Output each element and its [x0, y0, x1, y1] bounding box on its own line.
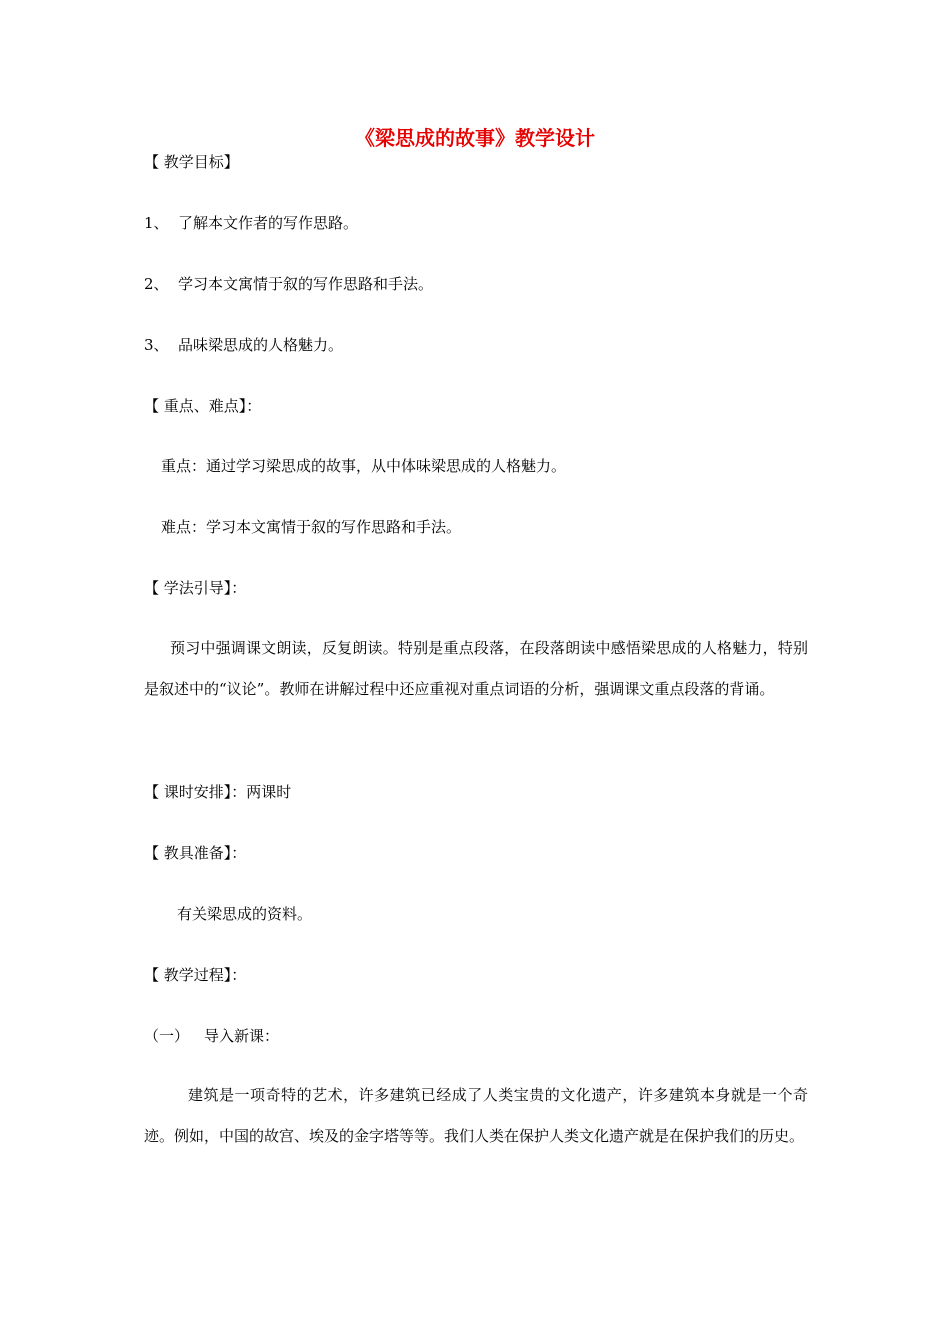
keypoints-heading: 【 重点、难点】：: [144, 397, 262, 415]
step-number: （一）: [144, 1027, 190, 1045]
goal-text: 学习本文寓情于叙的写作思路和手法。: [178, 275, 434, 293]
keypoint-difficulty: 难点：学习本文寓情于叙的写作思路和手法。: [161, 518, 462, 536]
goal-item-1: [144, 213, 358, 233]
step-1-heading: [144, 1026, 279, 1046]
goal-number: 3、: [144, 336, 169, 354]
goal-item-3: [144, 335, 343, 355]
method-heading: 【 学法引导】：: [144, 579, 247, 597]
keypoint-focus: 重点：通过学习梁思成的故事，从中体味梁思成的人格魅力。: [161, 457, 567, 475]
intro-paragraph: 建筑是一项奇特的艺术，许多建筑已经成了人类宝贵的文化遗产，许多建筑本身就是一个奇迹。例如，中国的故宫、埃及的金字塔等等。我们人类在保护人类文化遗产就是在保护我们的历史。: [144, 1086, 808, 1145]
goal-text: 了解本文作者的写作思路。: [178, 214, 359, 232]
schedule-heading: 【 课时安排】：两课时: [144, 783, 292, 801]
process-heading: 【 教学过程】：: [144, 966, 247, 984]
method-paragraph: 预习中强调课文朗读，反复朗读。特别是重点段落，在段落朗读中感悟梁思成的人格魅力，特别是叙述中的“议论”。教师在讲解过程中还应重视对重点词语的分析，强调课文重点段落的背诵。: [144, 639, 808, 698]
tools-heading: 【 教具准备】：: [144, 844, 247, 862]
step-label: 导入新课：: [204, 1027, 280, 1045]
tools-text: 有关梁思成的资料。: [177, 905, 313, 923]
goal-text: 品味梁思成的人格魅力。: [178, 336, 344, 354]
goals-heading: 【 教学目标】: [144, 153, 239, 171]
goal-number: 2、: [144, 275, 169, 293]
goal-item-2: [144, 274, 433, 294]
document-title: 《梁思成的故事》教学设计: [355, 126, 595, 150]
goal-number: 1、: [144, 214, 169, 232]
